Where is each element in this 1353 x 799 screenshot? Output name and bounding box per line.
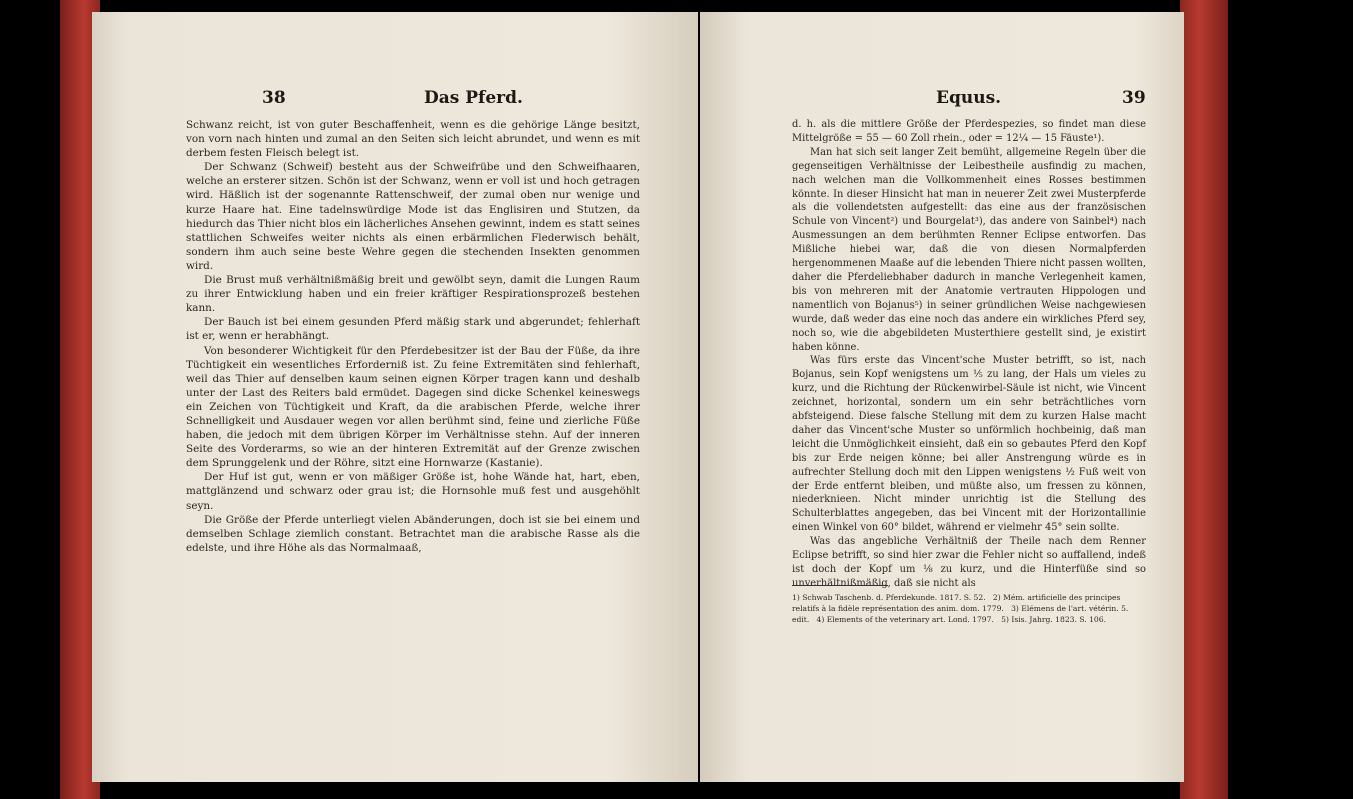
right-body-text [792, 118, 1146, 591]
right-paragraph: Man hat sich seit langer Zeit bemüht, allgemeine Regeln über die gegenseitigen Verhältnisse der Leibestheile ausfindig zu machen, nach welchen man die Vollkommenheit eines Rosses bestimmen könnte. In dieser Hinsicht hat man in neuerer Zeit zwei Musterpferde als die vollendetsten aufgestellt: das eine aus der französischen Schule von Vincent²) und Bourgelat³), das andere von Sainbel⁴) nach Ausmessungen an dem berühmten Renner Eclipse entworfen. Das Mißliche hiebei war, daß die von diesen Normalpferden hergenommenen Maaße auf die lebenden Thiere nicht passen wollten, daher die Pferdeliebhaber dadurch in manche Verlegenheit kamen, bis von mehreren mit der Anatomie vertrauten Hippologen und namentlich von Bojanus⁵) in seiner gründlichen Weise nachgewiesen wurde, daß weder das eine noch das andere ein wirkliches Pferd sey, noch so, wie die abgebildeten Musterthiere gestellt sind, je existirt haben könne. [792, 146, 1146, 353]
footnote: 2) Mém. artificielle des principes relatifs à la fidèle représentation des anim. dom. 1779. [792, 593, 1121, 614]
left-body-text [186, 118, 640, 555]
footnote-divider [792, 585, 888, 586]
left-paragraph: Der Bauch ist bei einem gesunden Pferd mäßig stark und abgerundet; fehlerhaft ist er, wenn er herabhängt. [186, 316, 640, 343]
right-paragraph: Was das angebliche Verhältniß der Theile nach dem Renner Eclipse betrifft, so sind hier zwar die Fehler nicht so auffallend, indeß ist doch der Kopf um ⅛ zu kurz, und die Hinterfüße sind so unverhältnißmäßig, daß sie nicht als [792, 536, 1146, 589]
footnote: 4) Elements of the veterinary art. Lond. 1797. [816, 615, 994, 625]
right-running-head: Equus. [936, 88, 1002, 108]
left-paragraph: Der Schwanz (Schweif) besteht aus der Schweifrübe und den Schweifhaaren, welche an ersterer sitzen. Schön ist der Schwanz, wenn er voll ist und hoch getragen wird. Häßlich ist der sogenannte Rattenschweif, der zumal oben nur wenige und kurze Haare hat. Eine tadelnswürdige Mode ist das Englisiren und Stutzen, da hiedurch das Thier nicht blos ein lächerliches Ansehen gewinnt, indem es statt seines stattlichen Schweifes weiter nichts als einen erbärmlichen Flederwisch behält, sondern ihm auch seine beste Wehre gegen die stechenden Insekten genommen wird. [186, 161, 640, 272]
left-paragraph: Schwanz reicht, ist von guter Beschaffenheit, wenn es die gehörige Länge besitzt, von vorn nach hinten und zumal an den Seiten sich leicht abrundet, und wenn es mit derbem festen Fleisch belegt ist. [186, 119, 640, 160]
right-paragraph: Was fürs erste das Vincent'sche Muster betrifft, so ist, nach Bojanus, sein Kopf wenigstens um ⅕ zu lang, der Hals um vieles zu kurz, und die Richtung der Rückenwirbel-Säule ist nicht, wie Vincent zeichnet, horizontal, sondern um ein sehr beträchtliches vorn abfsteigend. Diese falsche Stellung mit dem zu kurzen Halse macht daher das Vincent'sche Muster so unförmlich hochbeinig, daß man leicht die Unmöglichkeit einsieht, daß ein so gebautes Pferd den Kopf bis zur Erde neigen könne; bei aller Anstrengung würde es in aufrechter Stellung doch mit den Lippen wenigstens ½ Fuß weit von der Erde entfernt bleiben, und müßte also, um fressen zu können, niederknieen. Nicht minder unrichtig ist die Stellung des Schulterblattes angegeben, das bei Vincent mit der Horizontallinie einen Winkel von 60° bildet, während er vielmehr 45° sein sollte. [792, 355, 1146, 534]
left-paragraph: Die Größe der Pferde unterliegt vielen Abänderungen, doch ist sie bei einem und demselben Schlage ziemlich constant. Betrachtet man die arabische Rasse als die edelste, und ihre Höhe als das Normalmaaß, [186, 513, 640, 554]
footnote: 1) Schwab Taschenb. d. Pferdekunde. 1817. S. 52. [792, 593, 986, 602]
footnotes [792, 592, 1146, 626]
footnote: 5) Isis. Jahrg. 1823. S. 106. [1001, 615, 1106, 625]
right-page-number: 39 [1122, 88, 1146, 108]
footnote: 3) Elémens de l'art. vétérin. 5. edit. [792, 604, 1129, 625]
left-running-head: Das Pferd. [424, 88, 523, 108]
left-paragraph: Der Huf ist gut, wenn er von mäßiger Größe ist, hohe Wände hat, hart, eben, mattglänzend und schwarz oder grau ist; die Hornsohle muß fest und ausgehöhlt seyn. [186, 471, 640, 512]
right-paragraph: d. h. als die mittlere Größe der Pferdespezies, so findet man diese Mittelgröße = 55 — 60 Zoll rhein., oder = 12¼ — 15 Fäuste¹). [792, 119, 1146, 144]
left-page-number: 38 [262, 88, 286, 108]
book-cover-right [1180, 0, 1228, 799]
left-paragraph: Die Brust muß verhältnißmäßig breit und gewölbt seyn, damit die Lungen Raum zu ihrer Entwicklung haben und ein freier kräftiger Respirationsprozeß bestehen kann. [186, 274, 640, 315]
left-paragraph: Von besonderer Wichtigkeit für den Pferdebesitzer ist der Bau der Füße, da ihre Tüchtigkeit ein wesentliches Erforderniß ist. Zu feine Extremitäten sind fehlerhaft, weil das Thier auf denselben kaum seinen eignen Körper tragen kann und deshalb unter der Last des Reiters bald ermüdet. Dagegen sind dicke Schenkel keineswegs ein Zeichen von Tüchtigkeit und Kraft, da die arabischen Pferde, welche ihrer Schnelligkeit und Ausdauer wegen vor allen berühmt sind, feine und zierliche Füße haben, die jedoch mit dem übrigen Körper im Verhältnisse stehn. Auf der inneren Seite des Vorderarms, so wie an der hinteren Extremität auf der Grenze zwischen dem Sprunggelenk und der Röhre, sitzt eine Hornwarze (Kastanie). [186, 344, 640, 470]
